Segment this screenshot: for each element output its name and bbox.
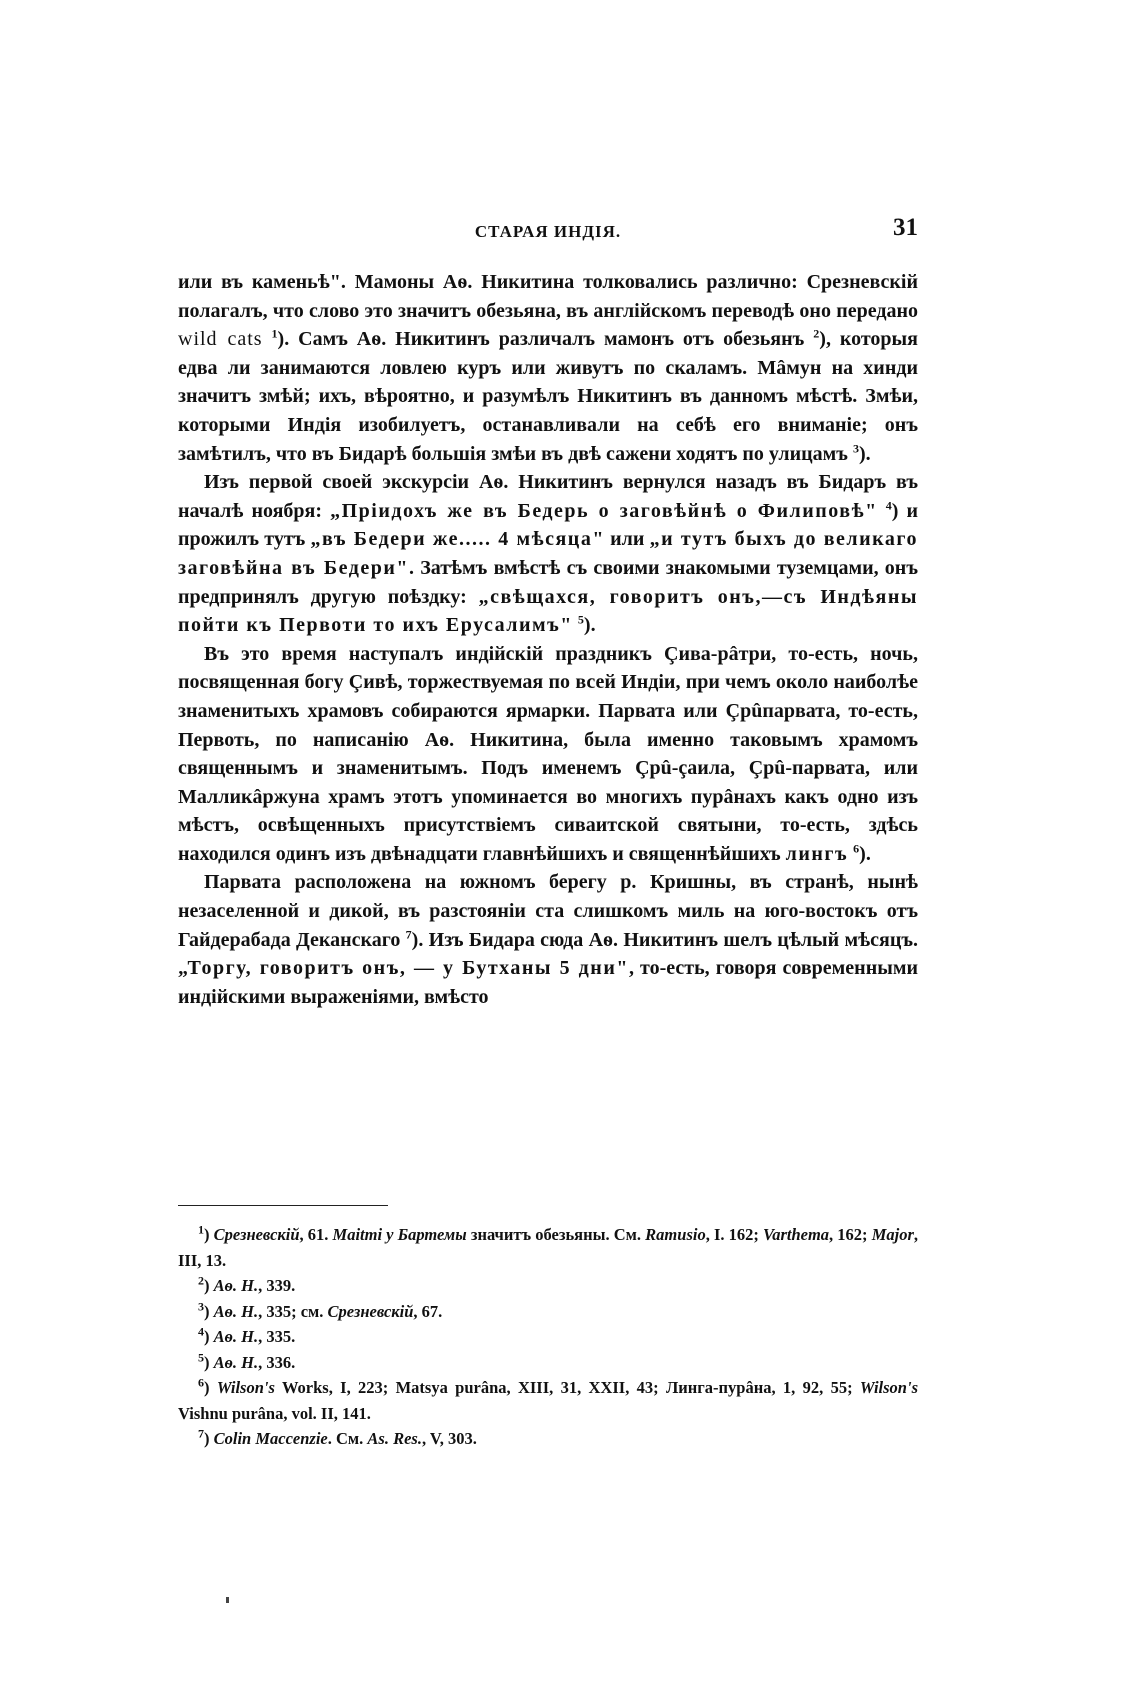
footnote-ref-1: 1: [271, 326, 278, 341]
footnote-1-number: 1: [198, 1222, 204, 1237]
p1-text-3: , которыя едва ли занимаются ловлею куръ или живутъ по скаламъ. Мâмун на хинди значитъ змѣй; ихъ, вѣроятно, и разумѣлъ Никитинъ въ данномъ мѣстѣ. Змѣи, которыми Индія изобилуетъ, останавливали на себѣ его вниманіе; онъ замѣтилъ, что въ Бидарѣ большія змѣи въ двѣ сажени ходятъ по улицамъ: [178, 328, 918, 465]
footnote-2: $^2$) Аѳ. Н., 339.: [198, 1273, 296, 1295]
footnote-1-term: Maitmi у Бартемы: [332, 1225, 467, 1244]
paragraph-1: или въ каменьѣ". Мамоны Аѳ. Никитина толковались различно: Срезневскій полагалъ, что слово это значитъ обезьяна, въ англійскомъ переводѣ оно передано wild cats $^1$). Самъ Аѳ. Никитинъ различалъ мамонъ отъ обезьянъ $^2$), которыя едва ли занимаются ловлею куръ или живутъ по скаламъ. Мâмун на хинди значитъ змѣй; ихъ, вѣроятно, и разумѣлъ Никитинъ въ данномъ мѣстѣ. Змѣи, которыми Индія изобилуетъ, останавливали на себѣ его вниманіе; онъ замѣтилъ, что въ Бидарѣ большія змѣи въ двѣ сажени ходятъ по улицамъ $^3$).: [178, 271, 918, 465]
footnote-2-source: Аѳ. Н.: [213, 1276, 259, 1295]
p1-end: .: [865, 442, 871, 465]
footnote-3-author: Срезневскій: [327, 1301, 414, 1321]
print-speck: [226, 1597, 229, 1603]
footnote-1-varthema: Varthema: [763, 1225, 830, 1244]
p2-quote-1: „Пріидохъ же въ Бедерь о заговѣйнѣ о Филиповѣ": [330, 499, 878, 522]
footnote-3-number: 3: [198, 1299, 204, 1313]
p2-quote-4: „свѣщахся, говоритъ онъ,—съ Индѣяны пойти къ Первоти то ихъ Ерусалимъ": [178, 585, 918, 637]
p2-text-3: или: [604, 528, 650, 551]
footnote-1-text-h: , 162;: [829, 1225, 872, 1244]
p4-quote-1: „Торгу, говоритъ онъ, — у Бутханы 5 дни": [178, 957, 629, 980]
footnote-1-text-d: значитъ обезьяны. См.: [466, 1225, 646, 1244]
footnote-3-text-d: , 67.: [413, 1301, 443, 1321]
footnote-2-page: , 339.: [258, 1276, 296, 1295]
footnote-4-page: , 335.: [258, 1327, 296, 1346]
footnote-1-text-b: , 61.: [299, 1225, 333, 1244]
footnote-1-ramusio: Ramusio: [645, 1225, 706, 1244]
footnote-7-number: 7: [198, 1426, 204, 1441]
p2-text-4: . Затѣмъ вмѣстѣ съ своими знакомыми туземцами, онъ предпринялъ другую поѣздку:: [178, 556, 918, 608]
p1-wild-cats: wild cats: [178, 328, 263, 351]
footnote-ref-3: 3: [852, 440, 859, 455]
paragraph-2: Изъ первой своей экскурсіи Аѳ. Никитинъ вернулся назадъ въ Бидаръ въ началѣ ноября: „Пріидохъ же въ Бедерь о заговѣйнѣ о Филиповѣ" $^4$) и прожилъ тутъ „въ Бедери же..... 4 мѣсяца" или „и тутъ быхъ до великаго заговѣйна въ Бедери". Затѣмъ вмѣстѣ съ своими знакомыми туземцами, онъ предпринялъ другую поѣздку: „свѣщахся, говоритъ онъ,—съ Индѣяны пойти къ Первоти то ихъ Ерусалимъ" $^5$).: [178, 471, 918, 637]
p1-text-2: . Самъ Аѳ. Никитинъ различалъ мамонъ отъ обезьянъ: [284, 328, 814, 351]
p2-text-2: и прожилъ тутъ: [178, 499, 918, 551]
p4-text-3: , то-есть, говоря современными индійскими выраженіями, вмѣсто: [178, 957, 918, 1008]
footnote-ref-4: 4: [885, 498, 892, 513]
footnote-6-number: 6: [198, 1375, 204, 1390]
running-title: СТАРАЯ ИНДІЯ.: [474, 222, 622, 241]
paragraph-4: Парвата расположена на южномъ берегу р. Кришны, въ странѣ, нынѣ незаселенной и дикой, въ разстояніи ста слишкомъ миль на юго-востокъ отъ Гайдерабада Деканскаго $^7$). Изъ Бидара сюда Аѳ. Никитинъ шелъ цѣлый мѣсяцъ. „Торгу, говоритъ онъ, — у Бутханы 5 дни", то-есть, говоря современными индійскими выраженіями, вмѣсто: [178, 871, 918, 1008]
footnote-7-journal: As. Res.: [367, 1429, 422, 1448]
footnote-3-source: Аѳ. Н.: [213, 1301, 259, 1321]
main-text: [178, 268, 918, 1011]
footnote-2-number: 2: [198, 1273, 204, 1288]
page-number: 31: [893, 214, 918, 241]
footnote-4: $^4$) Аѳ. Н., 335.: [198, 1324, 296, 1346]
footnote-5-page: , 336.: [258, 1352, 296, 1372]
p4-text: Парвата расположена на южномъ берегу р. Кришны, въ странѣ, нынѣ незаселенной и дикой, въ разстояніи ста слишкомъ миль на юго-востокъ отъ Гайдерабада Деканскаго: [178, 871, 918, 951]
p2-quote-3: „и тутъ быхъ до великаго заговѣйна въ Бедери": [178, 528, 918, 579]
p3-text: Въ это время наступалъ индійскій праздникъ Çива-рâтри, то-есть, ночь, посвященная богу Çивѣ, торжествуемая по всей Индіи, при чемъ около наиболѣе знаменитыхъ храмовъ собираются ярмарки. Парвата или Çрûпарвата, то-есть, Первоть, по написанію Аѳ. Никитина, была именно таковымъ храмомъ священнымъ и знаменитымъ. Подъ именемъ Çрû-çаила, Çрû-парвата, или Малликâржуна храмъ этотъ упоминается во многихъ пурâнахъ какъ одно изъ мѣстъ, освѣщенныхъ присутствіемъ сиваитской святыни, то-есть, здѣсь находился одинъ изъ двѣнадцати главнѣйшихъ и священнѣйшихъ: [178, 642, 918, 865]
footnote-7-author: Colin Maccenzie: [213, 1429, 328, 1448]
p2-quote-2: „въ Бедери же..... 4 мѣсяца": [310, 528, 605, 551]
footnote-7-text-b: . См.: [327, 1429, 368, 1448]
footnote-3-text-b: , 335; см.: [258, 1301, 328, 1321]
p1-text: или въ каменьѣ". Мамоны Аѳ. Никитина толковались различно: Срезневскій полагалъ, что слово это значитъ обезьяна, въ англійскомъ переводѣ оно передано: [178, 271, 918, 322]
page-header: [178, 208, 918, 248]
footnote-7: $^7$) Colin Maccenzie. См. As. Res., V, 303.: [198, 1426, 477, 1448]
footnote-6-wilson-2: Wilson's: [859, 1378, 918, 1397]
footnote-ref-7: 7: [405, 927, 412, 941]
footnote-separator: [178, 1205, 388, 1206]
footnote-6-wilson-1: Wilson's: [216, 1378, 275, 1397]
footnote-ref-2: 2: [813, 326, 820, 341]
footnote-1-major: Major: [871, 1225, 914, 1244]
p2-text: Изъ первой своей экскурсіи Аѳ. Никитинъ вернулся назадъ въ Бидаръ въ началѣ ноября:: [178, 471, 918, 522]
footnote-4-number: 4: [198, 1324, 204, 1339]
p4-text-2: . Изъ Бидара сюда Аѳ. Никитинъ шелъ цѣлый мѣсяцъ.: [418, 928, 918, 951]
p3-end: .: [865, 842, 871, 865]
footnote-5-number: 5: [198, 1350, 204, 1364]
footnote-6: $^6$) Wilson's Works, I, 223; Matsya purâna, XIII, 31, XXII, 43; Линга-пурâна, 1, 92, 55; Wilson's Vishnu purâna, vol. II, 141.: [178, 1375, 918, 1423]
footnote-1: $^1$) Срезневскій, 61. Maitmi у Бартемы значитъ обезьяны. См. Ramusio, I. 162; Varthema, 162; Major, III, 13.: [178, 1222, 918, 1270]
footnote-ref-6: 6: [853, 841, 860, 856]
footnote-6-text-b: Works, I, 223; Matsya purâna, XIII, 31, XXII, 43; Линга-пурâна, 1, 92, 55;: [274, 1378, 860, 1397]
footnote-3: $^3$) Аѳ. Н., 335; см. Срезневскій, 67.: [198, 1299, 443, 1321]
footnote-ref-5: 5: [577, 612, 584, 627]
footnote-1-author: Срезневскій: [213, 1225, 300, 1244]
footnote-4-source: Аѳ. Н.: [213, 1327, 259, 1346]
footnote-7-text-d: , V, 303.: [421, 1429, 477, 1448]
footnote-5-source: Аѳ. Н.: [213, 1352, 259, 1372]
p3-lingas: лингъ: [785, 842, 849, 865]
footnotes: [178, 1222, 918, 1452]
footnote-5: $^5$) Аѳ. Н., 336.: [198, 1350, 296, 1372]
footnote-1-text-f: , I. 162;: [705, 1225, 764, 1244]
p2-end: .: [590, 614, 596, 637]
footnote-6-text-d: Vishnu purâna, vol. II, 141.: [178, 1403, 371, 1423]
footnote-1-text-j: , III, 13.: [178, 1225, 918, 1270]
paragraph-3: Въ это время наступалъ индійскій праздникъ Çива-рâтри, то-есть, ночь, посвященная богу Çивѣ, торжествуемая по всей Индіи, при чемъ около наиболѣе знаменитыхъ храмовъ собираются ярмарки. Парвата или Çрûпарвата, то-есть, Первоть, по написанію Аѳ. Никитина, была именно таковымъ храмомъ священнымъ и знаменитымъ. Подъ именемъ Çрû-çаила, Çрû-парвата, или Малликâржуна храмъ этотъ упоминается во многихъ пурâнахъ какъ одно изъ мѣстъ, освѣщенныхъ присутствіемъ сиваитской святыни, то-есть, здѣсь находился одинъ изъ двѣнадцати главнѣйшихъ и священнѣйшихъ лингъ $^6$).: [178, 642, 918, 865]
